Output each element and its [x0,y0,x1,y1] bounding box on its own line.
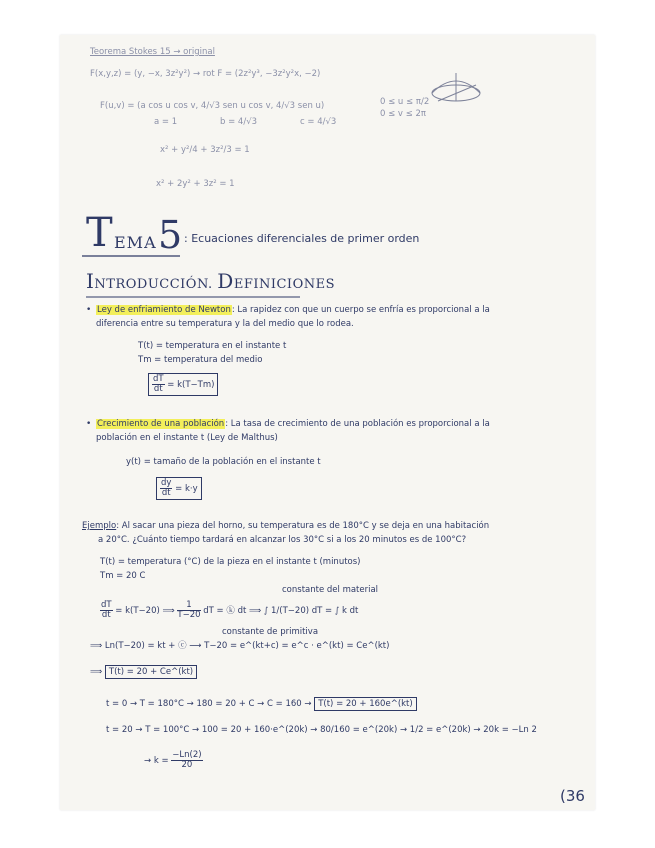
ejemplo-def-1: T(t) = temperatura (°C) de la pieza en el instante t (minutos) [100,557,361,567]
tema-title-rest: EMA [114,233,157,252]
poblacion-paragraph-1: Crecimiento de una población: La tasa de crecimiento de una población es proporcional a la [97,419,490,429]
notebook-page [60,35,595,810]
header-line-2: F(x,y,z) = (y, −x, 3z²y²) → rot F = (2z²y³, −3z²y²x, −2) [90,69,321,79]
particular-solution-box: T(t) = 20 + 160e^(kt) [314,697,417,711]
header-b: b = 4/√3 [220,117,258,127]
poblacion-def-1: y(t) = tamaño de la población en el instante t [126,457,321,467]
ejemplo-label: Ejemplo [82,521,117,531]
tema-title-T: T [86,210,113,256]
newton-def-2: Tm = temperatura del medio [138,355,263,365]
ejemplo-paragraph-2: a 20°C. ¿Cuánto tiempo tardará en alcanzar los 30°C si a los 20 minutos es de 100°C? [98,535,467,545]
header-line-6: x² + 2y² + 3z² = 1 [156,179,235,189]
header-range-v: 0 ≤ v ≤ 2π [380,109,427,119]
poblacion-label: Crecimiento de una población [97,419,225,429]
header-a: a = 1 [154,117,178,127]
header-c: c = 4/√3 [300,117,337,127]
tema-number: 5 [158,213,183,257]
ejemplo-equation-5: t = 20 → T = 100°C → 100 = 20 + 160·e^(20k) → 80/160 = e^(20k) → 1/2 = e^(20k) → 20k = −Ln 2 [106,725,537,735]
header-line-1: Teorema Stokes 15 → original [90,47,215,57]
newton-label: Ley de enfriamiento de Newton [97,305,231,315]
poblacion-paragraph-2: población en el instante t (Ley de Malthus) [96,433,278,443]
ellipsoid-sketch [428,71,488,111]
ejemplo-paragraph-1: Ejemplo: Al sacar una pieza del horno, su temperatura es de 180°C y se deja en una habitación [82,521,490,531]
section-title: INTRODUCCIÓN. DEFINICIONES [86,269,335,293]
newton-equation: $\frac{dT}{dt}$ = k(T−Tm) [148,373,218,396]
note-constante-material: constante del material [282,585,379,595]
ejemplo-equation-4: t = 0 → T = 180°C → 180 = 20 + C → C = 160 → T(t) = 20 + 160e^(kt) [106,699,417,710]
poblacion-equation: $\frac{dy}{dt}$ = k·y [156,477,202,500]
page-number: (36 [560,787,585,805]
ejemplo-equation-1: $\frac{dT}{dt}$ = k(T−20) ⟹ $\frac{1}{T-20}$ dT = ⓚ dt ⟹ ∫ 1/(T−20) dT = ∫ k dt [101,600,359,620]
newton-paragraph-2: diferencia entre su temperatura y la del medio que lo rodea. [96,319,354,329]
general-solution-box: T(t) = 20 + Ce^(kt) [105,665,197,679]
note-constante-primitiva: constante de primitiva [222,627,319,637]
bullet-newton: • [86,305,92,315]
header-range-u: 0 ≤ u ≤ π/2 [380,97,430,107]
ejemplo-equation-6: → k = $\frac{-Ln(2)}{20}$ [144,750,202,770]
header-line-3: F(u,v) = (a cos u cos v, 4/√3 sen u cos v, 4/√3 sen u) [100,101,325,111]
tema-subtitle: : Ecuaciones diferenciales de primer orden [184,232,420,245]
section-underline [86,295,306,299]
bullet-poblacion: • [86,419,92,429]
header-line-5: x² + y²/4 + 3z²/3 = 1 [160,145,250,155]
tema-underline [82,253,182,259]
newton-def-1: T(t) = temperatura en el instante t [138,341,287,351]
ejemplo-def-2: Tm = 20 C [100,571,146,581]
ejemplo-equation-2: ⟹ Ln(T−20) = kt + ⓒ ⟶ T−20 = e^(kt+c) = e^c · e^(kt) = Ce^(kt) [90,641,390,651]
ejemplo-equation-3: ⟹ T(t) = 20 + Ce^(kt) [90,667,197,678]
newton-paragraph-1: Ley de enfriamiento de Newton: La rapidez con que un cuerpo se enfría es proporcional a la [97,305,490,315]
